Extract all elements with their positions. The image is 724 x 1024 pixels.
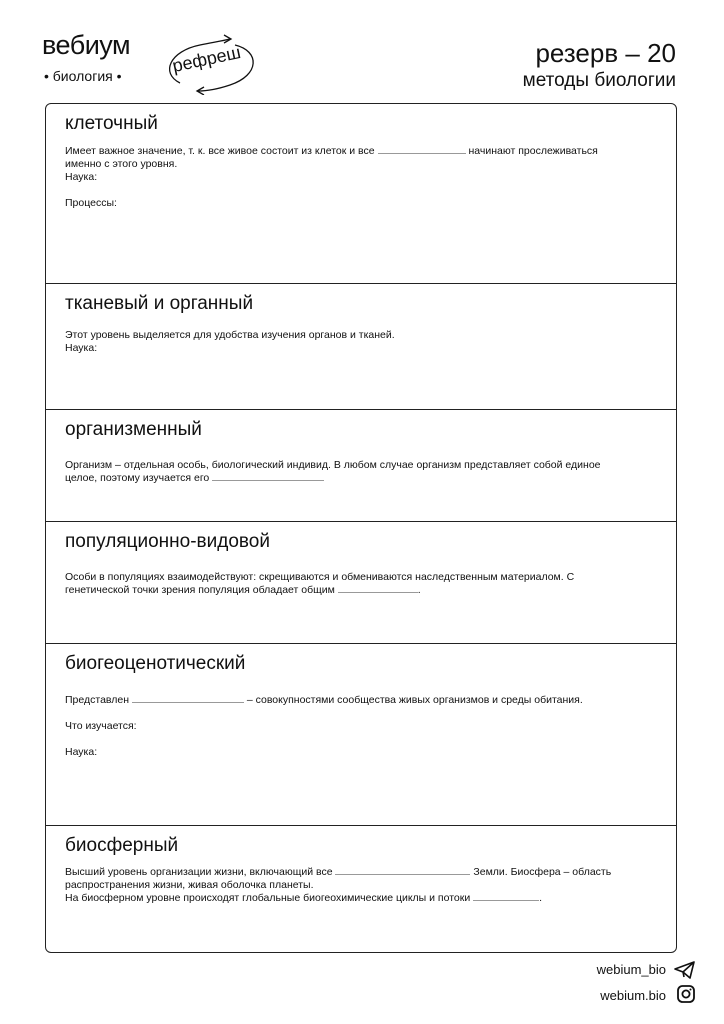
website-link[interactable]: webium.bio <box>600 988 666 1003</box>
section-biosphere <box>46 826 676 952</box>
section-text <box>65 866 646 905</box>
text: начинают прослеживаться <box>468 145 598 157</box>
telegram-icon[interactable] <box>674 960 696 980</box>
subject-label: • биология • <box>44 68 122 84</box>
science-label: Наука: <box>65 746 98 758</box>
page-title: резерв – 20 <box>535 38 676 68</box>
answer-blank[interactable] <box>335 866 470 875</box>
section-title: тканевый и органный <box>65 293 254 314</box>
science-label: Наука: <box>65 342 98 354</box>
section-title: популяционно-видовой <box>65 531 270 552</box>
section-tissue-organ <box>46 284 676 410</box>
text: Имеет важное значение, т. к. все живое состоит из клеток и все <box>65 145 375 157</box>
text: На биосферном уровне происходят глобальные биогеохимические циклы и потоки <box>65 892 471 904</box>
science-label: Наука: <box>65 171 98 183</box>
text: распространения жизни, живая оболочка планеты. <box>65 879 314 891</box>
section-organism <box>46 410 676 522</box>
text: Высший уровень организации жизни, включающий все <box>65 866 333 878</box>
section-cellular <box>46 104 676 284</box>
section-population-species <box>46 522 676 644</box>
section-text <box>65 571 646 597</box>
processes-label: Процессы: <box>65 197 117 209</box>
brand-logo: вебиум <box>42 30 131 60</box>
section-text <box>65 694 646 759</box>
levels-table <box>45 103 677 953</box>
text: . <box>539 892 543 904</box>
text: именно с этого уровня. <box>65 158 178 170</box>
section-text <box>65 459 646 485</box>
section-biogeocenotic <box>46 644 676 826</box>
answer-blank[interactable] <box>473 892 539 901</box>
section-text <box>65 329 646 355</box>
text: генетической точки зрения популяция обладает общим <box>65 584 335 596</box>
refresh-badge: рефреш <box>170 42 243 76</box>
section-title: биосферный <box>65 835 179 856</box>
text: Земли. Биосфера – область <box>473 866 612 878</box>
studied-label: Что изучается: <box>65 720 137 732</box>
instagram-icon[interactable] <box>677 985 695 1003</box>
text: Представлен <box>65 694 130 706</box>
text: Этот уровень выделяется для удобства изучения органов и тканей. <box>65 329 395 341</box>
section-title: организменный <box>65 419 202 440</box>
text: – совокупностями сообщества живых организмов и среды обитания. <box>246 694 583 706</box>
answer-blank[interactable] <box>132 694 244 703</box>
telegram-handle[interactable]: webium_bio <box>596 962 666 977</box>
section-title: клеточный <box>65 113 158 134</box>
answer-blank[interactable] <box>378 145 466 154</box>
section-text <box>65 145 646 210</box>
text: целое, поэтому изучается его <box>65 472 210 484</box>
text: . <box>417 584 421 596</box>
answer-blank[interactable] <box>338 584 418 593</box>
text: Организм – отдельная особь, биологический индивид. В любом случае организм представляет собой единое <box>65 459 601 471</box>
section-title: биогеоценотический <box>65 653 246 674</box>
text: Особи в популяциях взаимодействуют: скрещиваются и обмениваются наследственным материалом. С <box>65 571 575 583</box>
page-subtitle: методы биологии <box>522 70 676 91</box>
answer-blank[interactable] <box>212 472 324 481</box>
